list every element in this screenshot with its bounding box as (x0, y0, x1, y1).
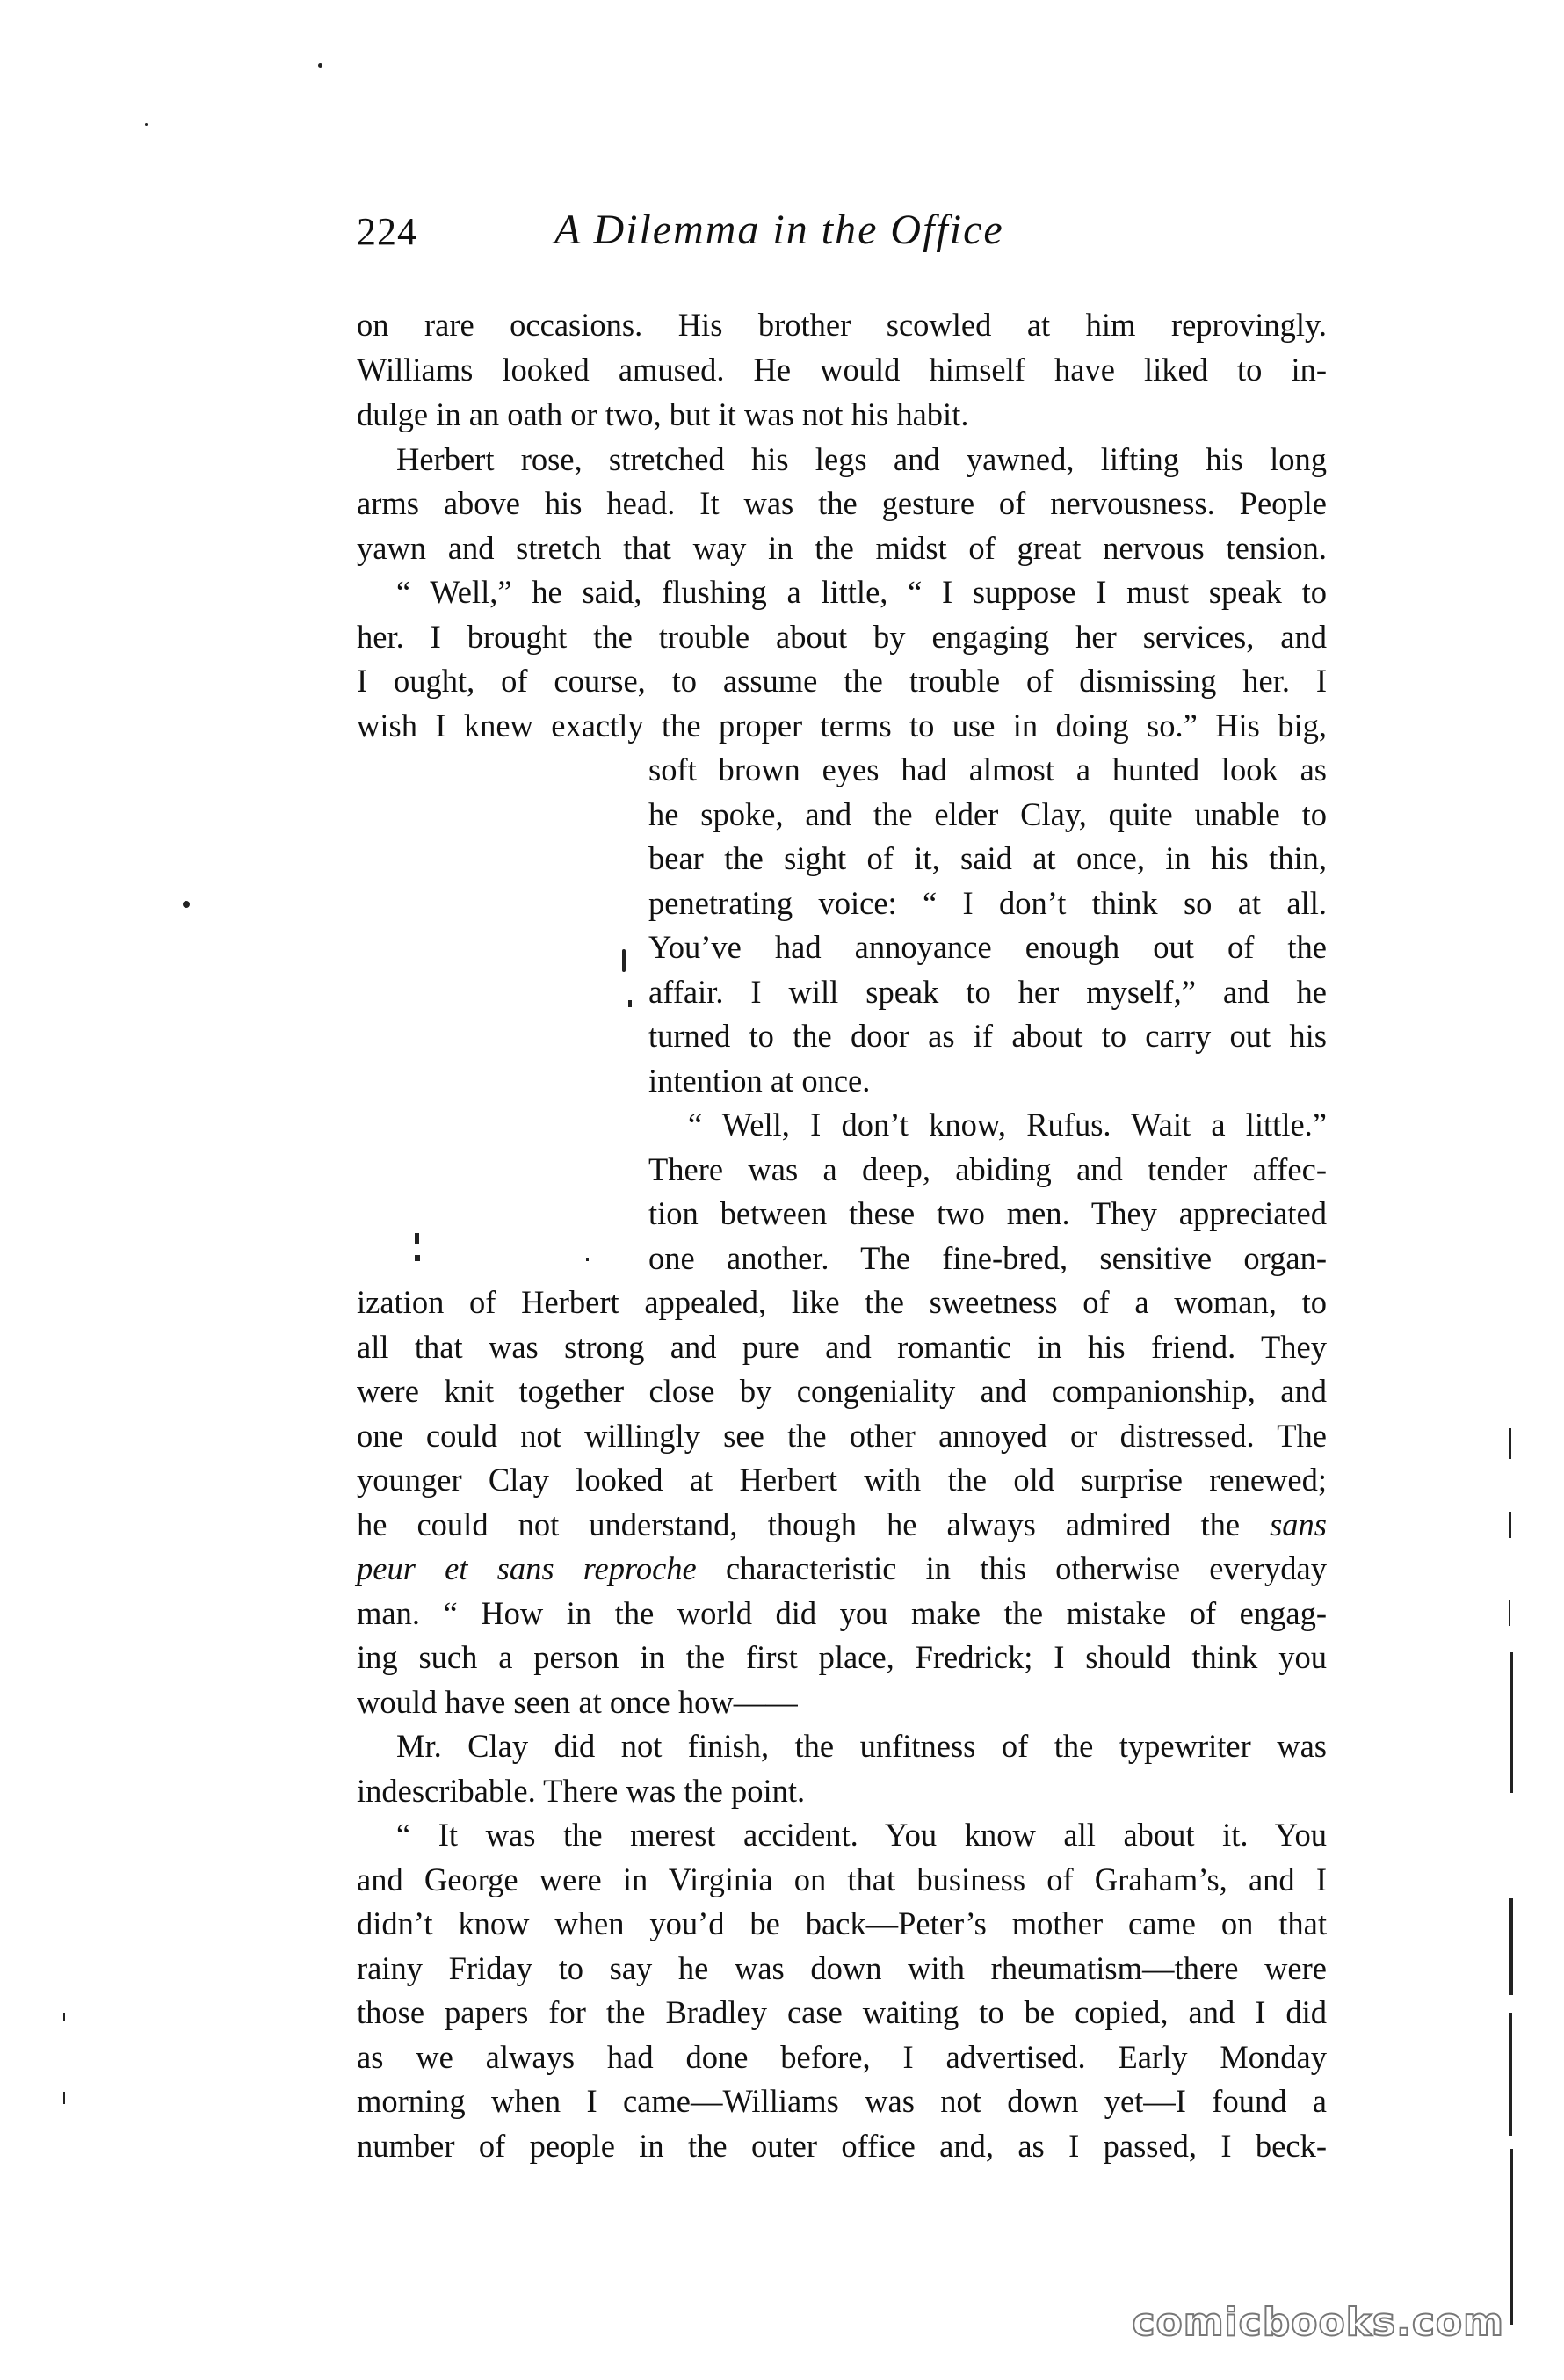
text-line: one could not willingly see the other annoyed or distressed. The (357, 1418, 1327, 1454)
scan-scratch (1510, 1652, 1513, 1793)
italic-phrase: sans (1270, 1506, 1327, 1542)
scan-speck (63, 2092, 65, 2104)
text-line: one another. The fine-bred, sensitive organ- (648, 1240, 1327, 1276)
scan-scratch (1509, 1512, 1511, 1538)
text-line: Herbert rose, stretched his legs and yawned, lifting his long (396, 441, 1327, 477)
text-line: morning when I came—Williams was not down yet—I found a (357, 2083, 1327, 2119)
text-line: yawn and stretch that way in the midst of great nervous tension. (357, 530, 1327, 566)
scan-speck (586, 1258, 589, 1261)
scan-speck (183, 901, 190, 908)
scan-speck (415, 1233, 419, 1244)
text-line: wish I knew exactly the proper terms to use in doing so.” His big, (357, 707, 1327, 744)
text-line: he spoke, and the elder Clay, quite unable to (648, 796, 1327, 832)
text-line: penetrating voice: “ I don’t think so at all. (648, 885, 1327, 921)
text-line: indescribable. There was the point. (357, 1773, 806, 1809)
text-line: would have seen at once how—— (357, 1684, 798, 1720)
text-line: younger Clay looked at Herbert with the old surprise renewed; (357, 1462, 1327, 1498)
text-line: her. I brought the trouble about by engaging her services, and (357, 619, 1327, 655)
text-line: Mr. Clay did not finish, the unfitness of the typewriter was (396, 1728, 1327, 1764)
scan-scratch (1509, 2013, 1512, 2136)
text-line (357, 1503, 1327, 1548)
scan-speck (628, 1000, 632, 1007)
italic-phrase: peur et sans reproche (357, 1550, 697, 1586)
line-text: he could not understand, though he always admired the (357, 1506, 1241, 1542)
text-line: those papers for the Bradley case waiting to be copied, and I did (357, 1994, 1327, 2030)
text-line: rainy Friday to say he was down with rheumatism—there were (357, 1950, 1327, 1986)
text-line: ing such a person in the first place, Fredrick; I should think you (357, 1639, 1327, 1675)
scan-speck (145, 123, 148, 126)
text-line: “ Well, I don’t know, Rufus. Wait a little.” (688, 1107, 1327, 1143)
scan-scratch (1510, 2149, 1513, 2325)
text-line: There was a deep, abiding and tender affec- (648, 1151, 1327, 1187)
text-line: “ It was the merest accident. You know all about it. You (396, 1817, 1327, 1853)
page-number: 224 (357, 210, 417, 253)
text-line: didn’t know when you’d be back—Peter’s mother came on that (357, 1905, 1327, 1941)
scan-scratch (1509, 1428, 1511, 1459)
text-line: man. “ How in the world did you make the mistake of engag- (357, 1595, 1327, 1631)
text-line: I ought, of course, to assume the trouble of dismissing her. I (357, 663, 1327, 699)
watermark: comicbooks.com (1132, 2300, 1504, 2345)
text-line: bear the sight of it, said at once, in his thin, (648, 840, 1327, 876)
text-line: as we always had done before, I advertised. Early Monday (357, 2039, 1327, 2075)
text-line: You’ve had annoyance enough out of the (648, 929, 1327, 965)
text-line: intention at once. (648, 1063, 871, 1099)
scan-speck (415, 1255, 420, 1261)
text-line: arms above his head. It was the gesture of nervousness. People (357, 485, 1327, 521)
text-line: Williams looked amused. He would himself have liked to in- (357, 352, 1327, 388)
scan-scratch (1509, 1898, 1513, 1995)
text-line: dulge in an oath or two, but it was not his habit. (357, 396, 969, 432)
text-line: “ Well,” he said, flushing a little, “ I suppose I must speak to (396, 574, 1327, 610)
text-line: on rare occasions. His brother scowled at him reprovingly. (357, 307, 1327, 343)
text-line: turned to the door as if about to carry out his (648, 1018, 1327, 1054)
scan-speck (622, 949, 626, 972)
text-line: ization of Herbert appealed, like the sweetness of a woman, to (357, 1284, 1327, 1320)
text-line: all that was strong and pure and romantic in his friend. They (357, 1329, 1327, 1365)
scan-speck (63, 2013, 65, 2021)
scan-scratch (1509, 1600, 1510, 1626)
text-line: affair. I will speak to her myself,” and he (648, 974, 1327, 1010)
text-line: tion between these two men. They appreciated (648, 1195, 1327, 1231)
text-line: and George were in Virginia on that business of Graham’s, and I (357, 1861, 1327, 1897)
text-line: were knit together close by congeniality and companionship, and (357, 1373, 1327, 1409)
text-line (357, 1547, 1327, 1592)
scan-speck (318, 63, 322, 68)
text-line: number of people in the outer office and, as I passed, I beck- (357, 2128, 1327, 2164)
text-line: soft brown eyes had almost a hunted look as (648, 751, 1327, 787)
running-header (357, 209, 1323, 271)
line-text: characteristic in this otherwise everyday (725, 1550, 1327, 1586)
running-title: A Dilemma in the Office (554, 207, 1004, 253)
